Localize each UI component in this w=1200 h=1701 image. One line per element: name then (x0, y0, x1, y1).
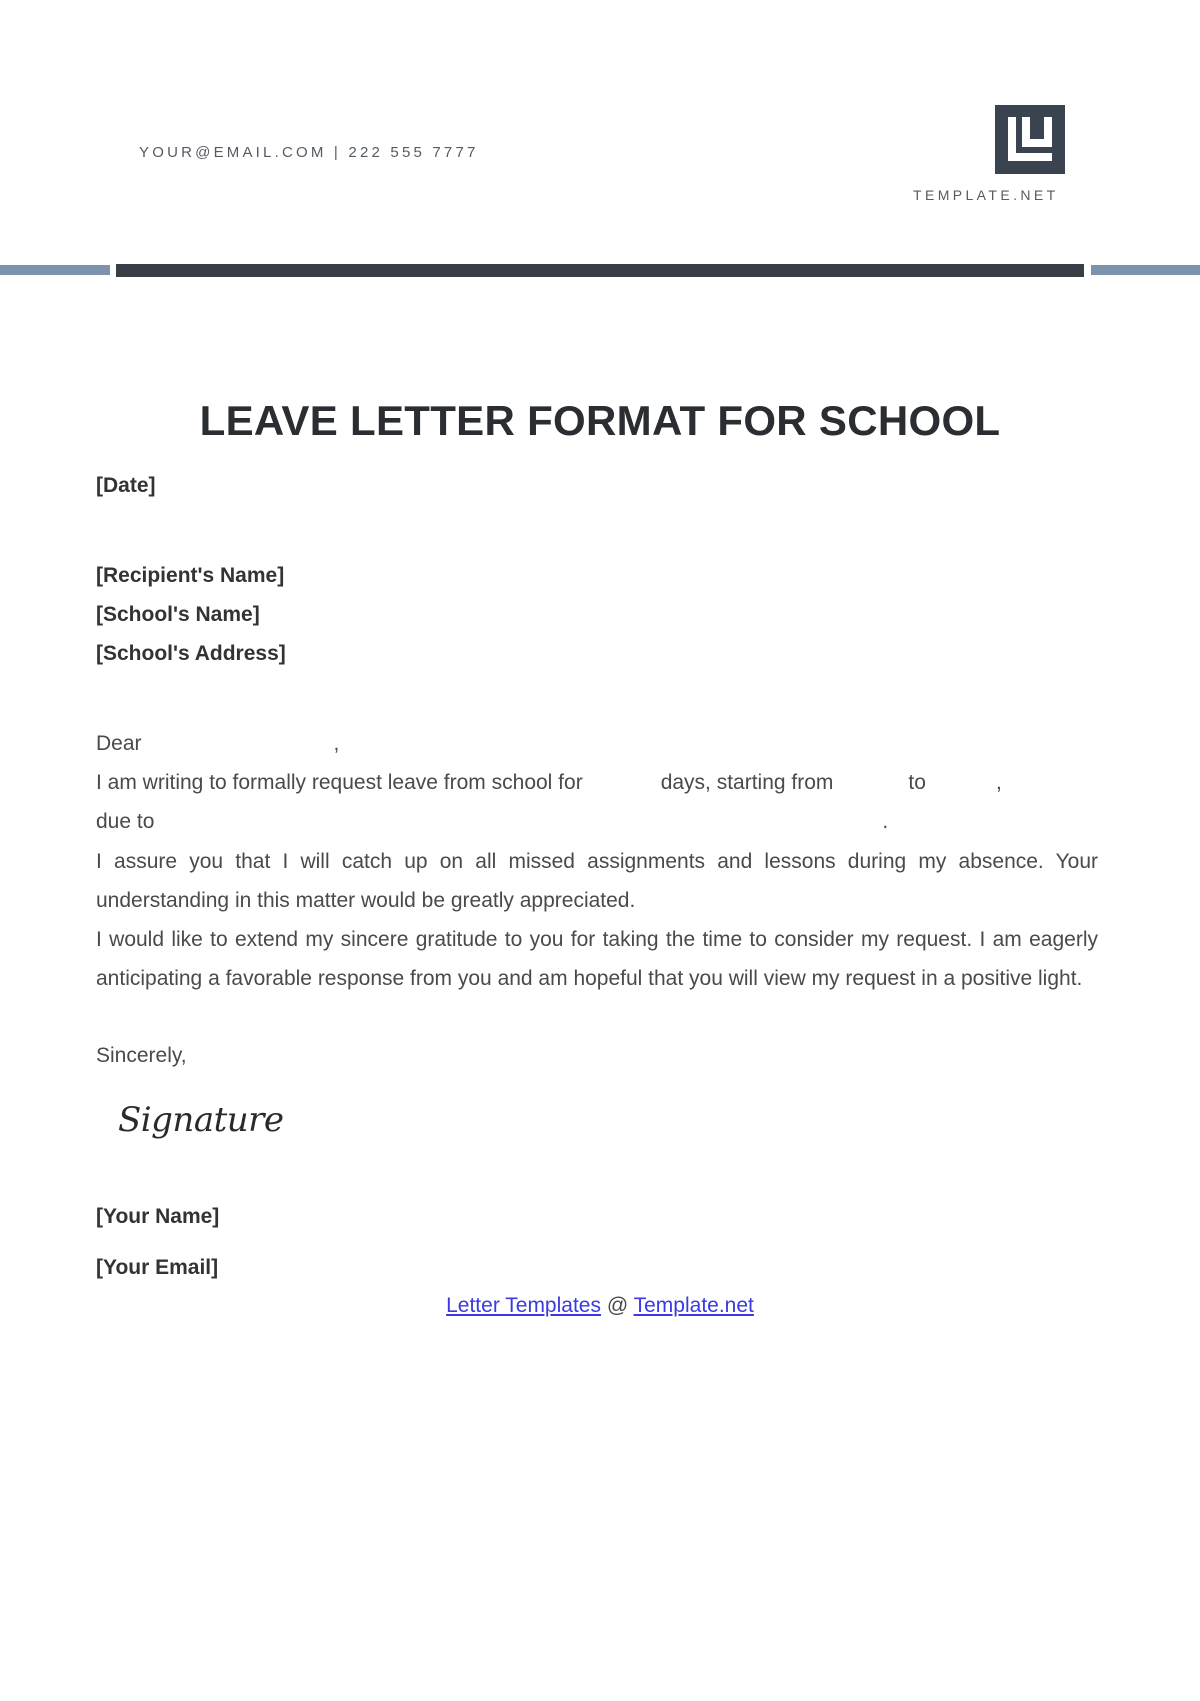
contact-separator: | (333, 144, 342, 161)
signature: Signature (118, 1100, 284, 1140)
your-email-field: [Your Email] (96, 1256, 219, 1279)
reason-text: due to (96, 810, 155, 833)
your-name-field: [Your Name] (96, 1205, 220, 1228)
contact-phone: 222 555 7777 (348, 144, 479, 161)
reason-line (96, 810, 888, 834)
salutation (96, 732, 339, 756)
header-rule (116, 264, 1084, 277)
salutation-comma: , (333, 732, 340, 755)
template-net-link[interactable]: Template.net (633, 1294, 754, 1317)
logo-icon (995, 105, 1065, 174)
assurance-paragraph: I assure you that I will catch up on all missed assignments and lessons during my absence. Your understanding in this matter would be greatly appreciated. (96, 850, 1098, 912)
school-address-field: [School's Address] (96, 642, 286, 665)
header-accent-left (0, 265, 110, 275)
gratitude-paragraph: I would like to extend my sincere gratitude to you for taking the time to consider my request. I am eagerly anticipating a favorable response from you and am hopeful that you will view my request in a positive light. (96, 928, 1098, 990)
school-name-field: [School's Name] (96, 603, 260, 626)
header-accent-right (1091, 265, 1200, 275)
contact-email: YOUR@EMAIL.COM (139, 144, 327, 161)
request-text-b: days, starting from (660, 771, 834, 794)
footer (0, 1294, 1200, 1318)
footer-at: @ (606, 1294, 629, 1317)
request-text-a: I am writing to formally request leave from school for (96, 771, 583, 794)
reason-period: . (882, 810, 889, 833)
contact-line (139, 144, 479, 161)
request-line (96, 771, 1098, 795)
recipient-name-field: [Recipient's Name] (96, 564, 285, 587)
page-title: LEAVE LETTER FORMAT FOR SCHOOL (199, 397, 1001, 444)
logo-text: TEMPLATE.NET (913, 187, 1059, 203)
salutation-text: Dear (96, 732, 142, 755)
request-text-c: to (908, 771, 926, 794)
letter-templates-link[interactable]: Letter Templates (446, 1294, 601, 1317)
closing: Sincerely, (96, 1044, 187, 1067)
date-field: [Date] (96, 474, 156, 497)
request-text-d: , (995, 771, 1002, 794)
